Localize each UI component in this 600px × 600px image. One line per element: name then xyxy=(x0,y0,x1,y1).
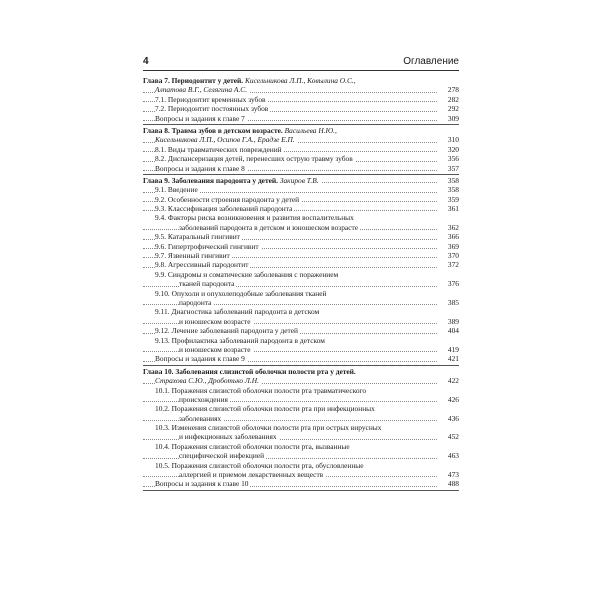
toc-entry[interactable] xyxy=(143,395,459,404)
entry-title: 9.10. Опухоли и опухолеподобные заболевания тканей xyxy=(155,288,327,298)
entry-title: пародонта xyxy=(179,297,212,307)
page-ref: 369 xyxy=(447,241,459,251)
entry-title: заболеваний пародонта в детском и юношеском возрасте xyxy=(179,222,358,232)
toc-entry[interactable] xyxy=(143,470,459,479)
chapter-authors: Страхова С.Ю., Дроботько Л.Н. xyxy=(155,376,259,386)
toc-entry[interactable] xyxy=(143,479,459,488)
page-ref: 357 xyxy=(447,163,459,173)
toc-entry[interactable] xyxy=(143,298,459,307)
toc-entry[interactable] xyxy=(143,185,459,194)
toc-chapter xyxy=(143,76,459,125)
entry-title xyxy=(155,85,249,94)
toc-entry[interactable] xyxy=(143,164,459,173)
entry-title: тканей пародонта xyxy=(179,279,235,289)
toc-entry[interactable] xyxy=(143,461,459,470)
toc-entry[interactable] xyxy=(143,345,459,354)
entry-title: 7.1. Периодонтит временных зубов xyxy=(155,94,266,104)
toc-entry[interactable] xyxy=(143,232,459,241)
toc-entry[interactable] xyxy=(143,317,459,326)
toc-entry[interactable] xyxy=(143,442,459,451)
page-ref: 372 xyxy=(447,260,459,270)
entry-title: 8.1. Виды травматических повреждений xyxy=(155,144,282,154)
entry-title xyxy=(143,367,358,376)
entry-title xyxy=(143,126,339,135)
toc-entry[interactable] xyxy=(143,85,459,94)
entry-title xyxy=(155,376,261,385)
entry-title xyxy=(143,176,321,185)
toc-entry[interactable] xyxy=(143,326,459,335)
page-number: 4 xyxy=(143,56,149,67)
page-ref: 473 xyxy=(447,470,459,480)
toc-entry[interactable] xyxy=(143,289,459,298)
entry-title: 9.6. Гипертрофический гингивит xyxy=(155,241,259,251)
toc-entry[interactable] xyxy=(143,354,459,363)
entry-title: 10.3. Изменения слизистой оболочки полости рта при острых вирусных xyxy=(155,423,382,433)
entry-title: 9.1. Введение xyxy=(155,185,198,195)
toc-entry[interactable] xyxy=(143,145,459,154)
page-ref: 278 xyxy=(447,85,459,95)
entry-title: 9.9. Синдромы и соматические заболевания с поражением xyxy=(155,269,339,279)
entry-title: 9.12. Лечение заболеваний пародонта у детей xyxy=(155,326,298,336)
toc-entry[interactable] xyxy=(143,336,459,345)
page-ref: 419 xyxy=(447,344,459,354)
header-rule xyxy=(143,70,459,71)
toc-entry[interactable] xyxy=(143,251,459,260)
chapter-heading[interactable] xyxy=(143,126,459,135)
toc-entry[interactable] xyxy=(143,104,459,113)
page-ref: 385 xyxy=(447,297,459,307)
chapter-authors: Кисельникова Л.П., Осипов Г.А., Ерадзе Е.П. xyxy=(155,135,295,145)
toc-entry[interactable] xyxy=(143,114,459,123)
entry-title: 9.5. Катаральный гингивит xyxy=(155,232,240,242)
entry-title: 9.2. Особенности строения пародонта у детей xyxy=(155,194,300,204)
page-ref: 366 xyxy=(447,232,459,242)
entry-title: и юношеском возрасте xyxy=(179,316,251,326)
entry-title: аллергией и приемом лекарственных веществ xyxy=(179,470,324,480)
entry-title: 9.11. Диагностика заболеваний пародонта в детском xyxy=(155,307,320,317)
entry-title: 10.5. Поражения слизистой оболочки полости рта, обусловленные xyxy=(155,460,364,470)
toc-entry[interactable] xyxy=(143,204,459,213)
chapter-heading[interactable] xyxy=(143,176,459,185)
entry-title: и инфекционных заболеваниях xyxy=(179,432,277,442)
entry-title: 10.4. Поражения слизистой оболочки полости рта, вызванные xyxy=(155,441,350,451)
toc-entry[interactable] xyxy=(143,423,459,432)
chapter-authors: Закиров Т.В. xyxy=(277,175,319,185)
chapter-heading[interactable] xyxy=(143,76,459,85)
chapter-title: Глава 7. Периодонтит у детей. xyxy=(143,76,244,85)
page-ref: 422 xyxy=(447,376,459,386)
entry-title: 9.3. Классификация заболеваний пародонта xyxy=(155,204,293,214)
toc-chapter xyxy=(143,176,459,366)
page-ref: 292 xyxy=(447,104,459,114)
entry-title xyxy=(143,76,358,85)
toc-entry[interactable] xyxy=(143,260,459,269)
toc-chapter xyxy=(143,367,459,491)
toc-entry[interactable] xyxy=(143,223,459,232)
toc-entry[interactable] xyxy=(143,154,459,163)
toc-chapter xyxy=(143,126,459,175)
entry-title: 9.8. Агрессивный пародонтит xyxy=(155,260,249,270)
page-ref: 426 xyxy=(447,394,459,404)
toc-entry[interactable] xyxy=(143,414,459,423)
toc-entry[interactable] xyxy=(143,213,459,222)
chapter-authors: Кисельникова Л.П., Ковылина О.С., xyxy=(243,76,356,85)
chapter-heading[interactable] xyxy=(143,367,459,376)
page-ref: 358 xyxy=(447,175,459,185)
entry-title: 10.2. Поражения слизистой оболочки полости рта при инфекционных xyxy=(155,404,375,414)
entry-title xyxy=(155,135,297,144)
toc-entry[interactable] xyxy=(143,270,459,279)
toc-entry[interactable] xyxy=(143,451,459,460)
toc-entry[interactable] xyxy=(143,242,459,251)
toc-entry[interactable] xyxy=(143,307,459,316)
page-ref: 282 xyxy=(447,94,459,104)
chapter-title: Глава 8. Травма зубов в детском возрасте. xyxy=(143,125,283,135)
toc-entry[interactable] xyxy=(143,279,459,288)
entry-title: Вопросы и задания к главе 9 xyxy=(155,354,245,364)
toc-entry[interactable] xyxy=(143,376,459,385)
entry-title: 9.4. Факторы риска возникновения и развития воспалительных xyxy=(155,213,354,223)
page-ref: 361 xyxy=(447,204,459,214)
running-head: Оглавление xyxy=(403,56,459,67)
entry-title: 8.2. Диспансеризация детей, перенесших острую травму зубов xyxy=(155,154,353,164)
entry-title: Вопросы и задания к главе 10 xyxy=(155,479,249,489)
entry-title: происхождения xyxy=(179,394,228,404)
entry-title: Вопросы и задания к главе 7 xyxy=(155,113,245,123)
page-ref: 370 xyxy=(447,251,459,261)
page-ref: 362 xyxy=(447,222,459,232)
page-ref: 463 xyxy=(447,451,459,461)
toc-entry[interactable] xyxy=(143,432,459,441)
toc-entry[interactable] xyxy=(143,95,459,104)
chapter-authors: Васильева Н.Ю., xyxy=(282,125,337,135)
toc-entry[interactable] xyxy=(143,195,459,204)
entry-title: специфической инфекцией xyxy=(179,451,265,461)
chapter-authors: Алпатова В.Г., Селягина А.С. xyxy=(155,85,248,95)
page-ref: 309 xyxy=(447,113,459,123)
page-ref: 404 xyxy=(447,326,459,336)
page-ref: 421 xyxy=(447,354,459,364)
page-ref: 358 xyxy=(447,185,459,195)
entry-title: 9.7. Язвенный гингивит xyxy=(155,251,230,261)
page-ref: 436 xyxy=(447,413,459,423)
page-ref: 359 xyxy=(447,194,459,204)
page-ref: 356 xyxy=(447,154,459,164)
page-ref: 320 xyxy=(447,144,459,154)
page-header xyxy=(143,56,459,70)
entry-title: 10.1. Поражения слизистой оболочки полости рта травматического xyxy=(155,385,367,395)
toc-entry[interactable] xyxy=(143,386,459,395)
page-ref: 310 xyxy=(447,135,459,145)
chapter-title: Глава 9. Заболевания пародонта у детей. xyxy=(143,175,278,185)
entry-title: 7.2. Периодонтит постоянных зубов xyxy=(155,104,269,114)
entry-title: 9.13. Профилактика заболеваний пародонта в детском xyxy=(155,335,325,345)
chapter-title: Глава 10. Заболевания слизистой оболочки полости рта у детей. xyxy=(143,366,356,376)
page-ref: 452 xyxy=(447,432,459,442)
entry-title: и юношеском возрасте xyxy=(179,344,251,354)
page-ref: 376 xyxy=(447,279,459,289)
page-ref: 488 xyxy=(447,479,459,489)
entry-title: Вопросы и задания к главе 8 xyxy=(155,163,245,173)
table-of-contents xyxy=(143,76,459,492)
entry-title: заболеваниях xyxy=(179,413,222,423)
page-ref: 389 xyxy=(447,316,459,326)
toc-entry[interactable] xyxy=(143,135,459,144)
toc-entry[interactable] xyxy=(143,404,459,413)
